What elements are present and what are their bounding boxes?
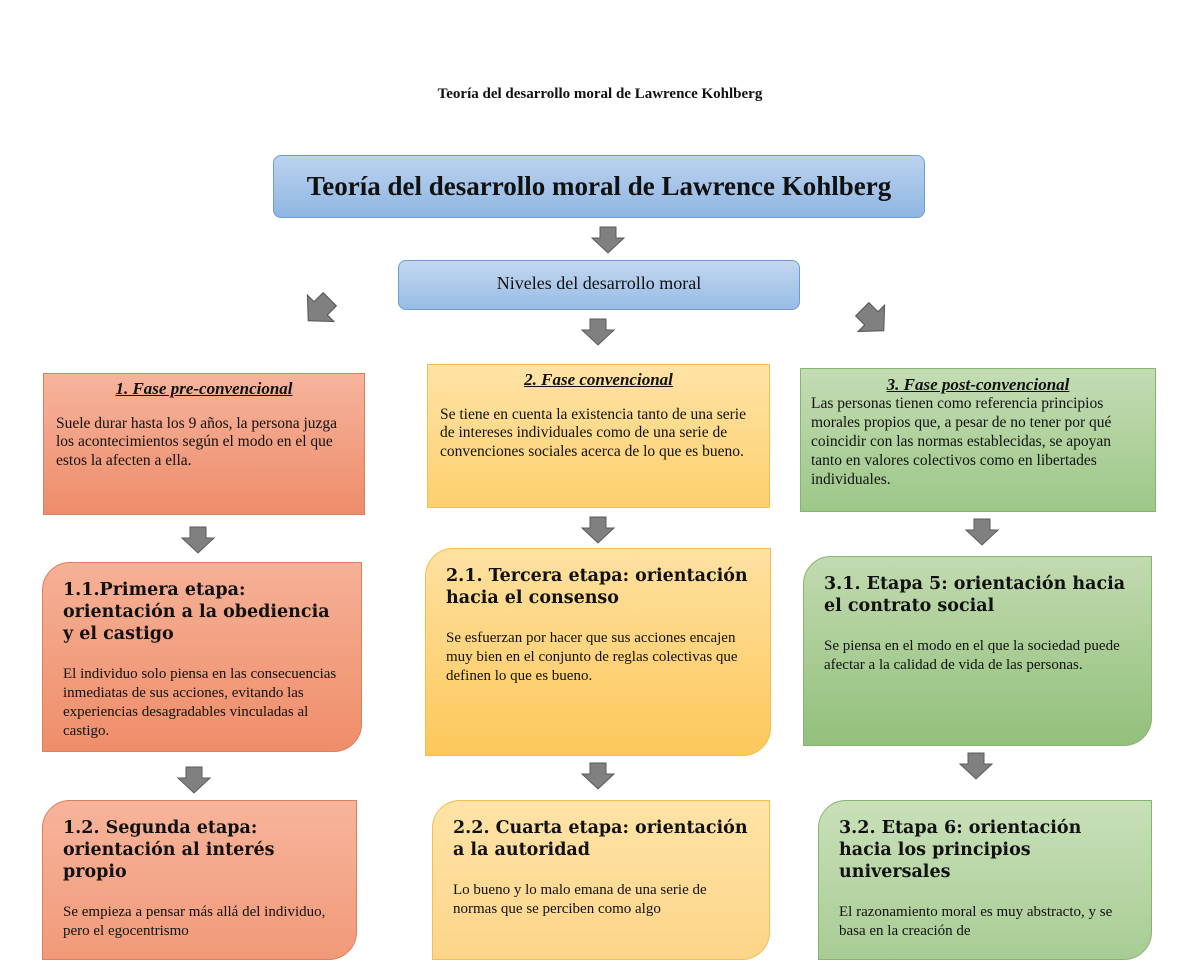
stage-3-1	[803, 556, 1152, 746]
stage-title: 2.2. Cuarta etapa: orientación a la autoridad	[453, 818, 748, 860]
phase-conventional	[427, 364, 770, 508]
levels-box: Niveles del desarrollo moral	[398, 260, 800, 310]
phase-title: 1. Fase pre-convencional	[115, 379, 293, 398]
stage-title: 1.2. Segunda etapa: orientación al interés propio	[63, 818, 275, 882]
phase-text: Se tiene en cuenta la existencia tanto de una serie de intereses individuales como de una serie de convenciones sociales acerca de lo que es bueno.	[440, 405, 746, 460]
phase-title: 3. Fase post-convencional	[886, 375, 1070, 394]
stage-text: Lo bueno y lo malo emana de una serie de normas que se perciben como algo	[453, 882, 707, 917]
down-arrow-icon	[964, 518, 1000, 546]
phase-pre-conventional	[43, 373, 365, 515]
stage-text: El individuo solo piensa en las consecuencias inmediatas de sus acciones, evitando las experiencias desagradables vinculadas al castigo.	[63, 666, 337, 739]
stage-text: Se esfuerzan por hacer que sus acciones encajen muy bien en el conjunto de reglas colectivas que definen lo que es bueno.	[446, 630, 738, 684]
stage-text: Se piensa en el modo en el que la sociedad puede afectar a la calidad de vida de las personas.	[824, 638, 1120, 673]
down-arrow-icon	[590, 226, 626, 254]
phase-text: Suele durar hasta los 9 años, la persona juzga los acontecimientos según el modo en el que estos la afecten a ella.	[56, 414, 338, 469]
stage-text: Se empieza a pensar más allá del individuo, pero el egocentrismo	[63, 904, 326, 939]
down-arrow-icon	[580, 318, 616, 346]
phase-post-conventional	[800, 368, 1156, 512]
phase-text: Las personas tienen como referencia principios morales propios que, a pesar de no tener por qué coincidir con las normas establecidas, se apoyan tanto en valores colectivos como en libertades individuales.	[811, 395, 1112, 488]
down-arrow-icon	[580, 516, 616, 544]
stage-3-2	[818, 800, 1152, 960]
page-title: Teoría del desarrollo moral de Lawrence Kohlberg	[437, 86, 763, 102]
down-arrow-icon	[580, 762, 616, 790]
down-left-arrow-icon	[298, 292, 340, 328]
stage-title: 3.2. Etapa 6: orientación hacia los principios universales	[839, 818, 1082, 882]
down-arrow-icon	[176, 766, 212, 794]
stage-1-1	[42, 562, 362, 752]
down-arrow-icon	[180, 526, 216, 554]
phase-title: 2. Fase convencional	[524, 370, 673, 389]
stage-title: 1.1.Primera etapa: orientación a la obediencia y el castigo	[63, 580, 330, 644]
main-title-box: Teoría del desarrollo moral de Lawrence Kohlberg	[273, 155, 925, 218]
down-right-arrow-icon	[852, 302, 894, 338]
down-arrow-icon	[958, 752, 994, 780]
stage-title: 2.1. Tercera etapa: orientación hacia el consenso	[446, 566, 748, 608]
stage-2-2	[432, 800, 770, 960]
stage-text: El razonamiento moral es muy abstracto, y se basa en la creación de	[839, 904, 1113, 939]
stage-1-2	[42, 800, 357, 960]
stage-2-1	[425, 548, 771, 756]
stage-title: 3.1. Etapa 5: orientación hacia el contrato social	[824, 574, 1126, 616]
